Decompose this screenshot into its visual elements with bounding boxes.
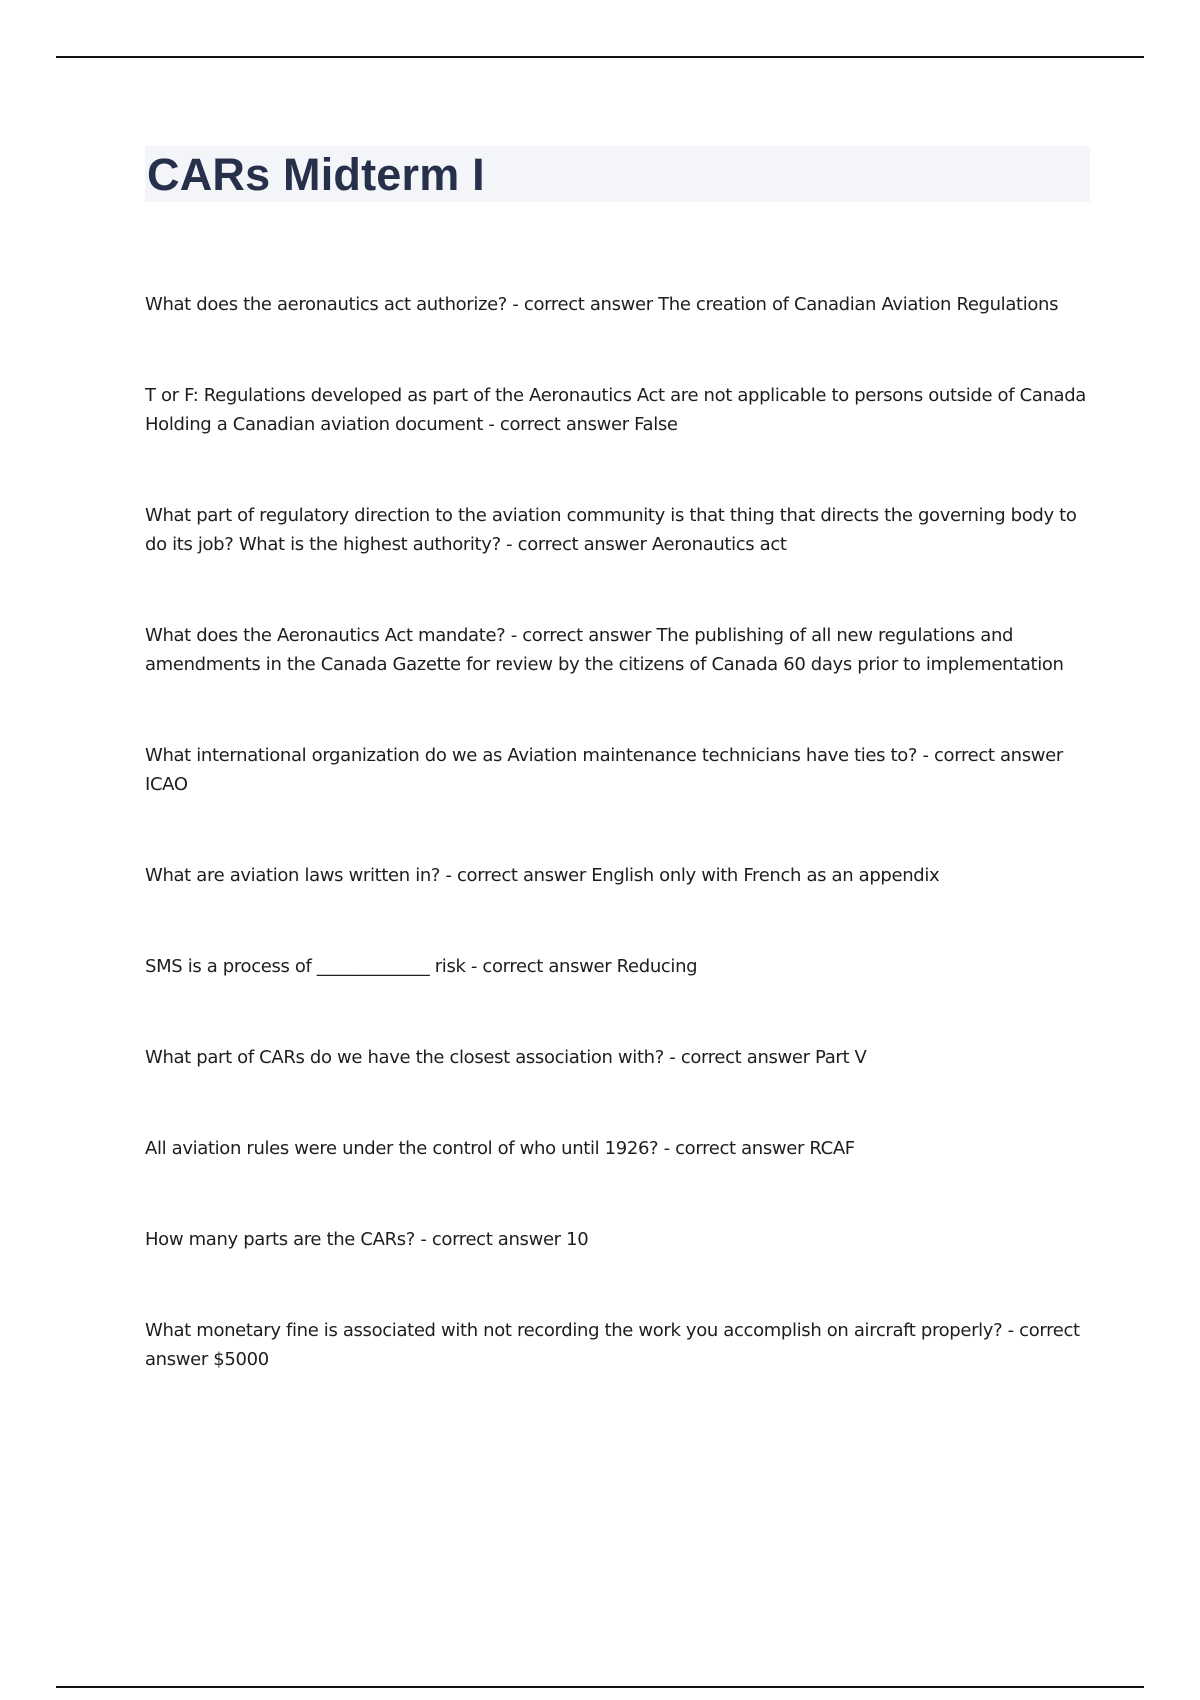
document-body bbox=[145, 146, 1090, 1436]
qa-item-3: What part of regulatory direction to the aviation community is that thing that directs the governing body to do its job? What is the highest authority? - correct answer Aeronautics act bbox=[145, 505, 1077, 555]
qa-item-1: What does the aeronautics act authorize? - correct answer The creation of Canadian Aviation Regulations bbox=[145, 294, 1059, 315]
qa-item-9: All aviation rules were under the control of who until 1926? - correct answer RCAF bbox=[145, 1138, 855, 1159]
qa-item-4: What does the Aeronautics Act mandate? - correct answer The publishing of all new regulations and amendments in the Canada Gazette for review by the citizens of Canada 60 days prior to implementation bbox=[145, 625, 1064, 675]
qa-item-2: T or F: Regulations developed as part of the Aeronautics Act are not applicable to persons outside of Canada Holding a Canadian aviation document - correct answer False bbox=[145, 385, 1086, 435]
qa-item-5: What international organization do we as Aviation maintenance technicians have ties to? - correct answer ICAO bbox=[145, 745, 1063, 795]
qa-item-10: How many parts are the CARs? - correct answer 10 bbox=[145, 1229, 589, 1250]
qa-item-8: What part of CARs do we have the closest association with? - correct answer Part V bbox=[145, 1047, 867, 1068]
qa-item-7: SMS is a process of _____________ risk - correct answer Reducing bbox=[145, 956, 698, 977]
footer-rule bbox=[56, 1686, 1144, 1688]
qa-item-11: What monetary fine is associated with not recording the work you accomplish on aircraft properly? - correct answer $5000 bbox=[145, 1320, 1080, 1370]
qa-list bbox=[145, 290, 1090, 1374]
header-rule bbox=[56, 56, 1144, 58]
document-title: CARs Midterm I bbox=[147, 148, 485, 200]
title-band bbox=[145, 146, 1090, 202]
qa-item-6: What are aviation laws written in? - correct answer English only with French as an appendix bbox=[145, 865, 940, 886]
